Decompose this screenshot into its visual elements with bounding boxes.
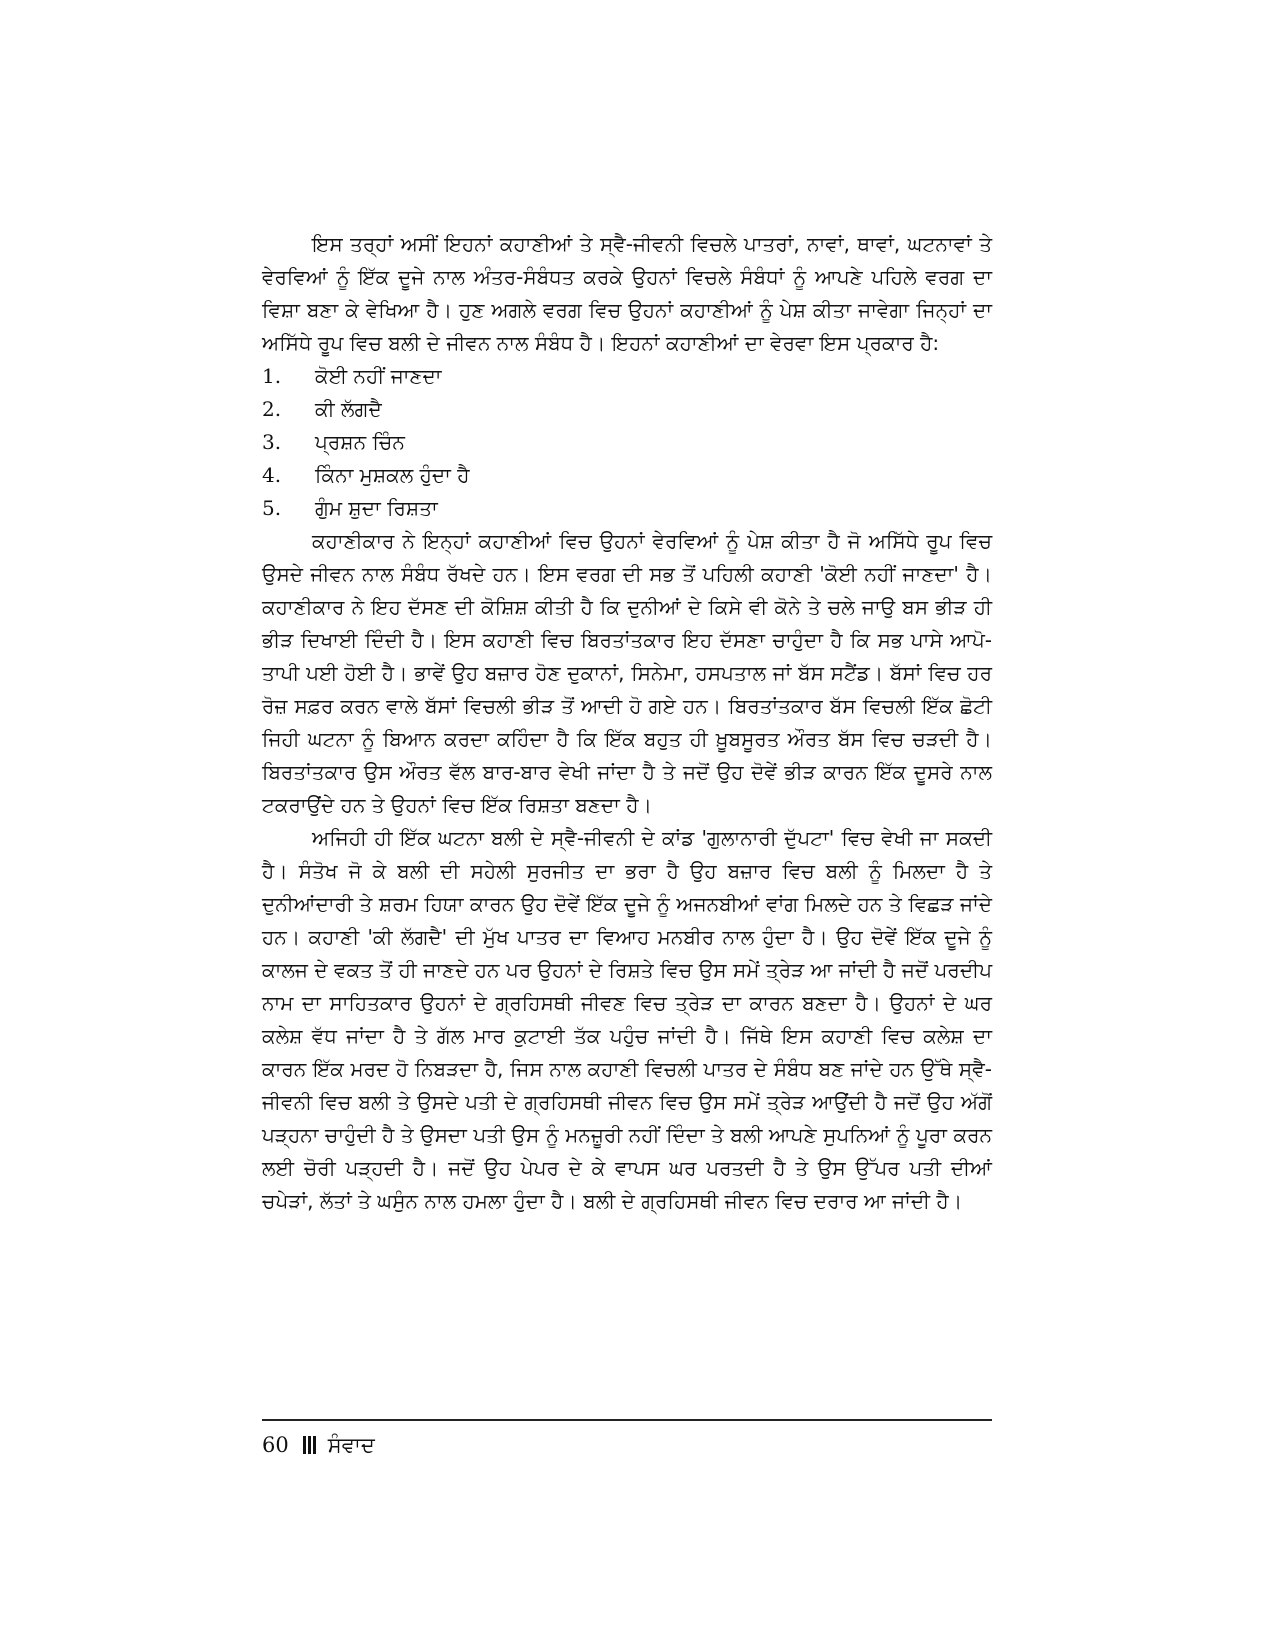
- list-item-number: 3.: [262, 430, 282, 454]
- list-item-text: ਕਿੰਨਾ ਮੁਸ਼ਕਲ ਹੁੰਦਾ ਹੈ: [315, 463, 470, 487]
- page-footer: [262, 1428, 375, 1462]
- triple-bar-icon: [303, 1436, 318, 1454]
- paragraph-2: ਕਹਾਣੀਕਾਰ ਨੇ ਇਨ੍ਹਾਂ ਕਹਾਣੀਆਂ ਵਿਚ ਉਹਨਾਂ ਵੇਰਵਿਆਂ ਨੂੰ ਪੇਸ਼ ਕੀਤਾ ਹੈ ਜੋ ਅਸਿੱਧੇ ਰੂਪ ਵਿਚ ਉਸਦੇ ਜੀਵਨ ਨਾਲ ਸੰਬੰਧ ਰੱਖਦੇ ਹਨ। ਇਸ ਵਰਗ ਦੀ ਸਭ ਤੋਂ ਪਹਿਲੀ ਕਹਾਣੀ 'ਕੋਈ ਨਹੀਂ ਜਾਣਦਾ' ਹੈ। ਕਹਾਣੀਕਾਰ ਨੇ ਇਹ ਦੱਸਣ ਦੀ ਕੋਸ਼ਿਸ਼ ਕੀਤੀ ਹੈ ਕਿ ਦੁਨੀਆਂ ਦੇ ਕਿਸੇ ਵੀ ਕੋਨੇ ਤੇ ਚਲੇ ਜਾਉ ਬਸ ਭੀੜ ਹੀ ਭੀੜ ਦਿਖਾਈ ਦਿੰਦੀ ਹੈ। ਇਸ ਕਹਾਣੀ ਵਿਚ ਬਿਰਤਾਂਤਕਾਰ ਇਹ ਦੱਸਣਾ ਚਾਹੁੰਦਾ ਹੈ ਕਿ ਸਭ ਪਾਸੇ ਆਪੋ-ਤਾਪੀ ਪਈ ਹੋਈ ਹੈ। ਭਾਵੇਂ ਉਹ ਬਜ਼ਾਰ ਹੋਣ ਦੁਕਾਨਾਂ, ਸਿਨੇਮਾ, ਹਸਪਤਾਲ ਜਾਂ ਬੱਸ ਸਟੈਂਡ। ਬੱਸਾਂ ਵਿਚ ਹਰ ਰੋਜ਼ ਸਫ਼ਰ ਕਰਨ ਵਾਲੇ ਬੱਸਾਂ ਵਿਚਲੀ ਭੀੜ ਤੋਂ ਆਦੀ ਹੋ ਗਏ ਹਨ। ਬਿਰਤਾਂਤਕਾਰ ਬੱਸ ਵਿਚਲੀ ਇੱਕ ਛੋਟੀ ਜਿਹੀ ਘਟਨਾ ਨੂੰ ਬਿਆਨ ਕਰਦਾ ਕਹਿੰਦਾ ਹੈ ਕਿ ਇੱਕ ਬਹੁਤ ਹੀ ਖ਼ੂਬਸੂਰਤ ਔਰਤ ਬੱਸ ਵਿਚ ਚੜਦੀ ਹੈ। ਬਿਰਤਾਂਤਕਾਰ ਉਸ ਔਰਤ ਵੱਲ ਬਾਰ-ਬਾਰ ਵੇਖੀ ਜਾਂਦਾ ਹੈ ਤੇ ਜਦੋਂ ਉਹ ਦੋਵੇਂ ਭੀੜ ਕਾਰਨ ਇੱਕ ਦੂਸਰੇ ਨਾਲ ਟਕਰਾਉਂਦੇ ਹਨ ਤੇ ਉਹਨਾਂ ਵਿਚ ਇੱਕ ਰਿਸ਼ਤਾ ਬਣਦਾ ਹੈ।: [262, 529, 992, 817]
- list-item-number: 5.: [262, 496, 282, 520]
- journal-name: ਸੰਵਾਦ: [327, 1432, 375, 1457]
- paragraph-1: ਇਸ ਤਰ੍ਹਾਂ ਅਸੀਂ ਇਹਨਾਂ ਕਹਾਣੀਆਂ ਤੇ ਸ੍ਵੈ-ਜੀਵਨੀ ਵਿਚਲੇ ਪਾਤਰਾਂ, ਨਾਵਾਂ, ਥਾਵਾਂ, ਘਟਨਾਵਾਂ ਤੇ ਵੇਰਵਿਆਂ ਨੂੰ ਇੱਕ ਦੂਜੇ ਨਾਲ ਅੰਤਰ-ਸੰਬੰਧਤ ਕਰਕੇ ਉਹਨਾਂ ਵਿਚਲੇ ਸੰਬੰਧਾਂ ਨੂੰ ਆਪਣੇ ਪਹਿਲੇ ਵਰਗ ਦਾ ਵਿਸ਼ਾ ਬਣਾ ਕੇ ਵੇਖਿਆ ਹੈ। ਹੁਣ ਅਗਲੇ ਵਰਗ ਵਿਚ ਉਹਨਾਂ ਕਹਾਣੀਆਂ ਨੂੰ ਪੇਸ਼ ਕੀਤਾ ਜਾਵੇਗਾ ਜਿਨ੍ਹਾਂ ਦਾ ਅਸਿੱਧੇ ਰੂਪ ਵਿਚ ਬਲੀ ਦੇ ਜੀਵਨ ਨਾਲ ਸੰਬੰਧ ਹੈ। ਇਹਨਾਂ ਕਹਾਣੀਆਂ ਦਾ ਵੇਰਵਾ ਇਸ ਪ੍ਰਕਾਰ ਹੈ:: [262, 232, 992, 355]
- list-item-text: ਕੀ ਲੱਗਦੈ: [315, 397, 382, 421]
- main-text: [262, 228, 992, 1218]
- list-item-text: ਕੋਈ ਨਹੀਂ ਜਾਣਦਾ: [315, 364, 442, 388]
- paragraph-3: ਅਜਿਹੀ ਹੀ ਇੱਕ ਘਟਨਾ ਬਲੀ ਦੇ ਸ੍ਵੈ-ਜੀਵਨੀ ਦੇ ਕਾਂਡ 'ਗੁਲਾਨਾਰੀ ਦੁੱਪਟਾ' ਵਿਚ ਵੇਖੀ ਜਾ ਸਕਦੀ ਹੈ। ਸੰਤੋਖ ਜੋ ਕੇ ਬਲੀ ਦੀ ਸਹੇਲੀ ਸੁਰਜੀਤ ਦਾ ਭਰਾ ਹੈ ਉਹ ਬਜ਼ਾਰ ਵਿਚ ਬਲੀ ਨੂੰ ਮਿਲਦਾ ਹੈ ਤੇ ਦੁਨੀਆਂਦਾਰੀ ਤੇ ਸ਼ਰਮ ਹਿਯਾ ਕਾਰਨ ਉਹ ਦੋਵੇਂ ਇੱਕ ਦੂਜੇ ਨੂੰ ਅਜਨਬੀਆਂ ਵਾਂਗ ਮਿਲਦੇ ਹਨ ਤੇ ਵਿਛੜ ਜਾਂਦੇ ਹਨ। ਕਹਾਣੀ 'ਕੀ ਲੱਗਦੈ' ਦੀ ਮੁੱਖ ਪਾਤਰ ਦਾ ਵਿਆਹ ਮਨਬੀਰ ਨਾਲ ਹੁੰਦਾ ਹੈ। ਉਹ ਦੋਵੇਂ ਇੱਕ ਦੂਜੇ ਨੂੰ ਕਾਲਜ ਦੇ ਵਕਤ ਤੋਂ ਹੀ ਜਾਣਦੇ ਹਨ ਪਰ ਉਹਨਾਂ ਦੇ ਰਿਸ਼ਤੇ ਵਿਚ ਉਸ ਸਮੇਂ ਤ੍ਰੇੜ ਆ ਜਾਂਦੀ ਹੈ ਜਦੋਂ ਪਰਦੀਪ ਨਾਮ ਦਾ ਸਾਹਿਤਕਾਰ ਉਹਨਾਂ ਦੇ ਗ੍ਰਹਿਸਥੀ ਜੀਵਣ ਵਿਚ ਤ੍ਰੇੜ ਦਾ ਕਾਰਨ ਬਣਦਾ ਹੈ। ਉਹਨਾਂ ਦੇ ਘਰ ਕਲੇਸ਼ ਵੱਧ ਜਾਂਦਾ ਹੈ ਤੇ ਗੱਲ ਮਾਰ ਕੁਟਾਈ ਤੱਕ ਪਹੁੰਚ ਜਾਂਦੀ ਹੈ। ਜਿੱਥੇ ਇਸ ਕਹਾਣੀ ਵਿਚ ਕਲੇਸ਼ ਦਾ ਕਾਰਨ ਇੱਕ ਮਰਦ ਹੋ ਨਿਬੜਦਾ ਹੈ, ਜਿਸ ਨਾਲ ਕਹਾਣੀ ਵਿਚਲੀ ਪਾਤਰ ਦੇ ਸੰਬੰਧ ਬਣ ਜਾਂਦੇ ਹਨ ਉੱਥੇ ਸ੍ਵੈ-ਜੀਵਨੀ ਵਿਚ ਬਲੀ ਤੇ ਉਸਦੇ ਪਤੀ ਦੇ ਗ੍ਰਹਿਸਥੀ ਜੀਵਨ ਵਿਚ ਉਸ ਸਮੇਂ ਤ੍ਰੇੜ ਆਉਂਦੀ ਹੈ ਜਦੋਂ ਉਹ ਅੱਗੋਂ ਪੜ੍ਹਨਾ ਚਾਹੁੰਦੀ ਹੈ ਤੇ ਉਸਦਾ ਪਤੀ ਉਸ ਨੂੰ ਮਨਜ਼ੂਰੀ ਨਹੀਂ ਦਿੰਦਾ ਤੇ ਬਲੀ ਆਪਣੇ ਸੁਪਨਿਆਂ ਨੂੰ ਪੂਰਾ ਕਰਨ ਲਈ ਚੋਰੀ ਪੜ੍ਹਦੀ ਹੈ। ਜਦੋਂ ਉਹ ਪੇਪਰ ਦੇ ਕੇ ਵਾਪਸ ਘਰ ਪਰਤਦੀ ਹੈ ਤੇ ਉਸ ਉੱਪਰ ਪਤੀ ਦੀਆਂ ਚਪੇੜਾਂ, ਲੱਤਾਂ ਤੇ ਘਸੁੰਨ ਨਾਲ ਹਮਲਾ ਹੁੰਦਾ ਹੈ। ਬਲੀ ਦੇ ਗ੍ਰਹਿਸਥੀ ਜੀਵਨ ਵਿਚ ਦਰਾਰ ਆ ਜਾਂਦੀ ਹੈ।: [262, 826, 992, 1213]
- list-item: [262, 393, 992, 426]
- list-item-number: 2.: [262, 397, 282, 421]
- list-item: [262, 492, 992, 525]
- list-item: [262, 360, 992, 393]
- list-item: [262, 426, 992, 459]
- list-item-number: 4.: [262, 463, 282, 487]
- page-number: 60: [262, 1433, 289, 1457]
- list-item-text: ਗੁੰਮ ਸ਼ੁਦਾ ਰਿਸ਼ਤਾ: [315, 496, 438, 520]
- list-item-text: ਪ੍ਰਸ਼ਨ ਚਿੰਨ: [315, 430, 405, 454]
- list-item: [262, 459, 992, 492]
- list-item-number: 1.: [262, 364, 282, 388]
- story-list: [262, 360, 992, 525]
- footer-divider: [262, 1419, 992, 1421]
